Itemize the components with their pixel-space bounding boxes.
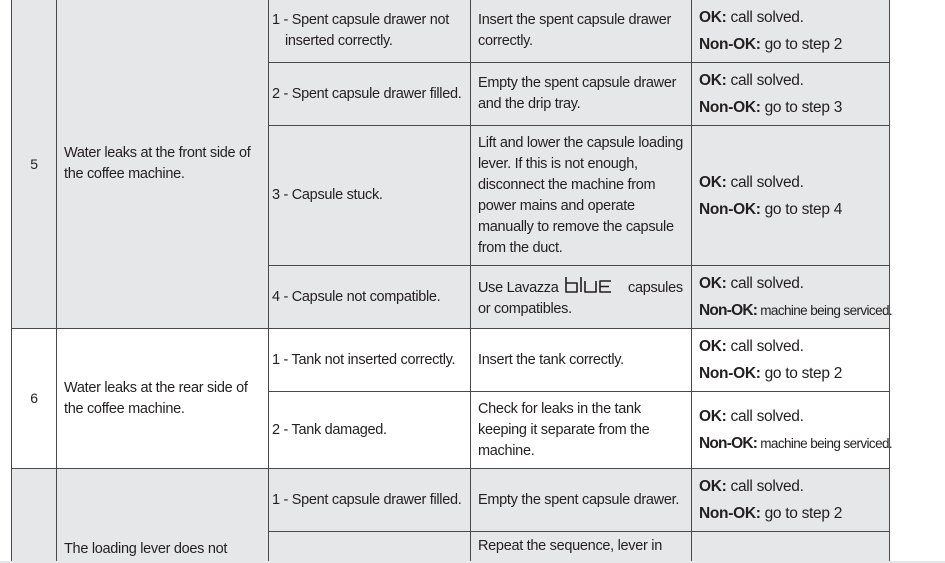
ok-text: call solved. [726, 173, 804, 191]
problem-description: The loading lever does not [57, 469, 269, 563]
ok-text: call solved. [726, 72, 804, 89]
action-text-after: capsules or compatibles. [478, 279, 683, 317]
ok-label: OK: [699, 408, 727, 425]
non-ok-label: Non-OK: [699, 505, 761, 522]
ok-label: OK: [699, 173, 727, 191]
result-cell [692, 392, 893, 469]
ok-label: OK: [699, 9, 727, 26]
result-cell [692, 266, 893, 329]
cause-cell: 1 - Tank not inserted correctly. [269, 329, 471, 392]
action-cell: Lift and lower the capsule loading lever. If this is not enough, disconnect the machine from power mains and operate manually to remove the capsule from the duct. [471, 126, 692, 266]
non-ok-text: go to step 2 [760, 505, 843, 522]
ok-text: call solved. [726, 408, 804, 425]
result-cell [692, 0, 890, 63]
cause-cell: 4 - Capsule not compatible. [269, 266, 471, 329]
table-row [12, 0, 890, 63]
table-row [12, 469, 890, 532]
non-ok-label: Non-OK: [699, 435, 758, 452]
problem-description: Water leaks at the front side of the coffee machine. [57, 0, 269, 329]
non-ok-text: machine being serviced. [757, 303, 893, 318]
non-ok-label: Non-OK: [699, 302, 758, 319]
cause-cell: 1 - Spent capsule drawer not inserted correctly. [269, 0, 471, 63]
non-ok-label: Non-OK: [699, 200, 761, 218]
problem-number: 5 [12, 0, 57, 329]
ok-label: OK: [699, 72, 727, 89]
problem-number: 6 [12, 329, 57, 469]
action-cell: Repeat the sequence, lever in [471, 532, 692, 563]
blue-logo [564, 275, 622, 295]
non-ok-text: go to step 4 [760, 200, 843, 218]
result-cell [692, 63, 890, 126]
non-ok-text: go to step 3 [760, 99, 843, 116]
ok-label: OK: [699, 338, 727, 355]
ok-text: call solved. [726, 275, 804, 292]
problem-number [12, 469, 57, 563]
ok-text: call solved. [726, 9, 804, 26]
non-ok-label: Non-OK: [699, 99, 761, 116]
cause-cell: 2 - Spent capsule drawer filled. [269, 63, 471, 126]
result-cell [692, 126, 890, 266]
action-cell: Check for leaks in the tank keeping it separate from the machine. [471, 392, 692, 469]
action-cell [471, 266, 692, 329]
ok-label: OK: [699, 478, 727, 495]
cause-cell: 2 - Tank damaged. [269, 392, 471, 469]
ok-label: OK: [699, 275, 727, 292]
ok-text: call solved. [726, 478, 804, 495]
non-ok-label: Non-OK: [699, 365, 761, 382]
result-cell [692, 469, 890, 532]
action-cell: Insert the tank correctly. [471, 329, 692, 392]
result-cell [692, 329, 890, 392]
cause-cell: 3 - Capsule stuck. [269, 126, 471, 266]
problem-description: Water leaks at the rear side of the coffee machine. [57, 329, 269, 469]
troubleshooting-table [11, 0, 893, 563]
action-cell: Insert the spent capsule drawer correctly. [471, 0, 692, 63]
ok-text: call solved. [726, 338, 804, 355]
action-cell: Empty the spent capsule drawer and the drip tray. [471, 63, 692, 126]
result-cell [692, 532, 890, 563]
cause-cell [269, 532, 471, 563]
table-row [12, 329, 890, 392]
non-ok-text: go to step 2 [760, 36, 843, 53]
non-ok-text: machine being serviced. [757, 436, 893, 451]
non-ok-label: Non-OK: [699, 36, 761, 53]
action-cell: Empty the spent capsule drawer. [471, 469, 692, 532]
non-ok-text: go to step 2 [760, 365, 843, 382]
action-text-before: Use Lavazza [478, 279, 559, 296]
cause-cell: 1 - Spent capsule drawer filled. [269, 469, 471, 532]
